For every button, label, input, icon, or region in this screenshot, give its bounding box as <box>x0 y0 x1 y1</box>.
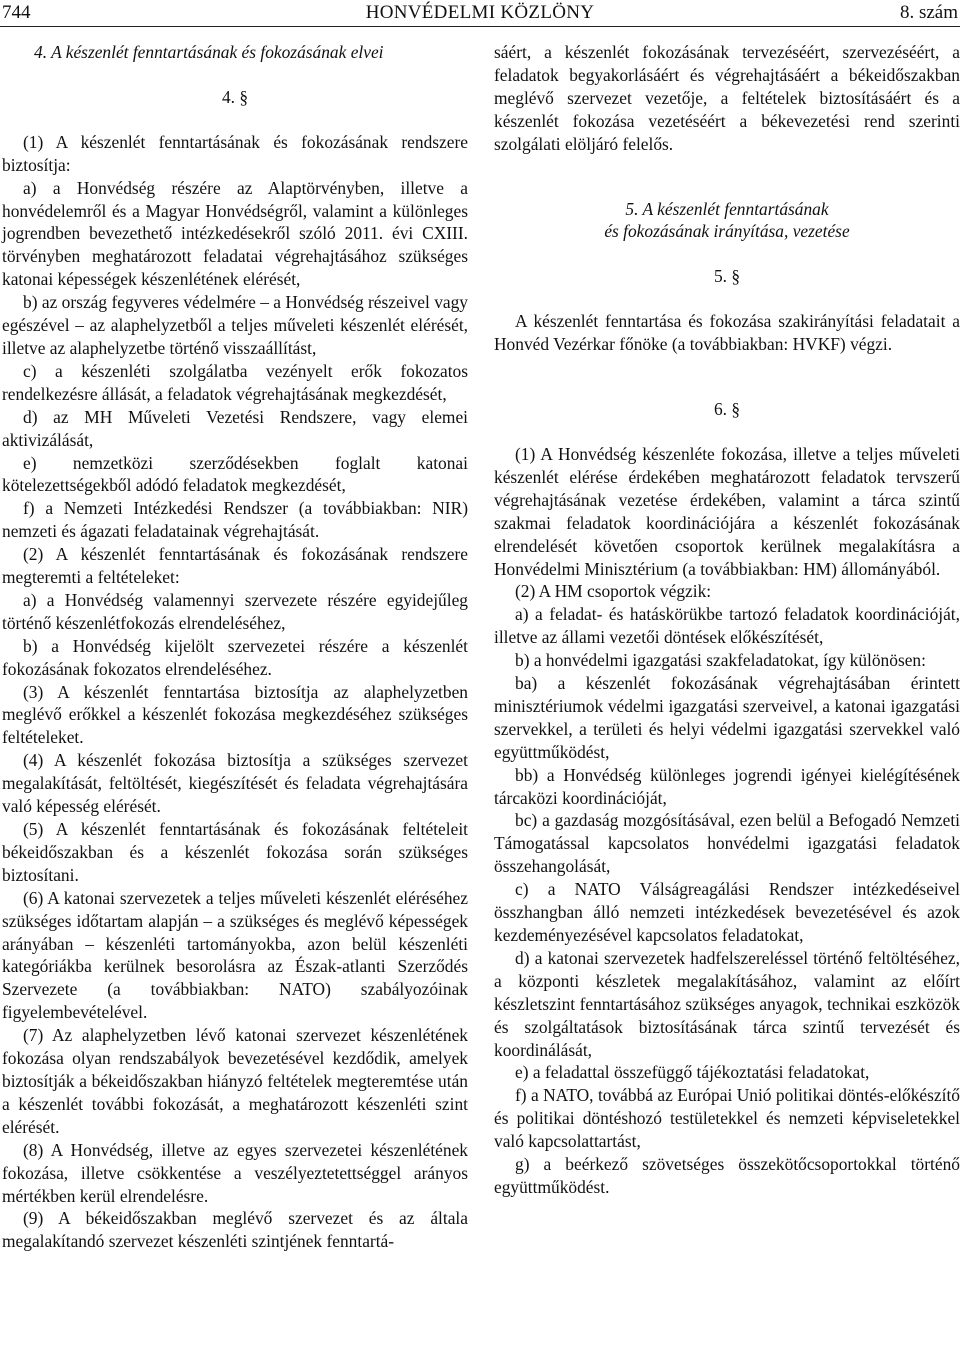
paragraph: (5) A készenlét fenntartásának és fokozásának feltételeit békeidőszakban és a készenlét fokozása során szükséges biztosítani. <box>2 819 468 885</box>
paragraph: b) az ország fegyveres védelmére – a Honvédség részeivel vagy egészével – az alaphelyzetből a teljes műveleti készenlét elérését, illetve az alaphelyzetbe történő visszaállítást, <box>2 292 468 358</box>
chapter-title: 5. A készenlét fenntartásának <box>625 198 829 219</box>
paragraph: d) a katonai szervezetek hadfelszereléssel történő feltöltéséhez, a központi készletek megalakításához, valamint az előírt készletszint fenntartásához szükséges anyagok, technikai eszközök és szolgáltatások biztosításának tárca szintű tervezését és koordinálását, <box>494 947 960 1060</box>
paragraph: e) nemzetközi szerződésekben foglalt katonai kötelezettségekből adódó feladatok megkezdését, <box>2 452 468 496</box>
right-column <box>494 41 960 1199</box>
paragraph: e) a feladattal összefüggő tájékoztatási feladatokat, <box>515 1062 870 1083</box>
section-heading: 6. § <box>713 399 741 420</box>
paragraph: g) a beérkező szövetséges összekötőcsoportokkal történő együttműködést. <box>494 1154 960 1197</box>
paragraph: d) az MH Műveleti Vezetési Rendszere, vagy elemei aktivizálását, <box>2 406 468 450</box>
paragraph-continuation: sáért, a készenlét fokozásának tervezéséért, szervezéséért, a feladatok begyakorlásáért és végrehajtásáért a békeidőszakban meglévő szervezet vezetője, a feltételek biztosításáért és a készenlét fokozása vezetéséért a békevezetési rend szerinti szolgálati elöljáró felelős. <box>494 42 960 154</box>
paragraph: b) a Honvédség kijelölt szervezetei részére a készenlét fokozásának fokozatos elrendeléséhez. <box>2 635 468 679</box>
paragraph: (9) A békeidőszakban meglévő szervezet és az általa megalakítandó szervezet készenléti szintjének fenntartá- <box>2 1208 468 1252</box>
paragraph: bc) a gazdaság mozgósításával, ezen belül a Befogadó Nemzeti Támogatással kapcsolatos honvédelmi igazgatási feladatok összehangolását, <box>494 810 960 877</box>
paragraph: (8) A Honvédség, illetve az egyes szervezetei készenlétének fokozása, illetve csökkentése a veszélyeztetettséggel arányos mértékben kerül elrendelésre. <box>2 1139 468 1206</box>
paragraph: f) a Nemzeti Intézkedési Rendszer (a továbbiakban: NIR) nemzeti és ágazati feladatainak végrehajtását. <box>2 498 468 542</box>
paragraph: (6) A katonai szervezetek a teljes műveleti készenlét eléréséhez szükséges időtartam alapján – a szükséges és meglévő képességek arányában – készenléti tartományokba, azon belül készenléti kategóriákba kerülnek besorolásra az Észak-atlanti Szerződés Szervezete (a továbbiakban: NATO) szabályozóinak figyelembevételével. <box>2 887 468 1023</box>
paragraph: (1) A készenlét fenntartásának és fokozásának rendszere biztosítja: <box>2 131 468 175</box>
page-header <box>0 0 960 27</box>
paragraph: a) a Honvédség valamennyi szervezete részére egyidejűleg történő készenlétfokozás elrendeléséhez, <box>2 589 468 633</box>
paragraph: c) a NATO Válságreagálási Rendszer intézkedéseivel összhangban álló nemzeti intézkedések bevezetésével és azok kezdeményezésével kapcsolatos feladatokat, <box>494 879 960 945</box>
paragraph: A készenlét fenntartása és fokozása szakirányítási feladatait a Honvéd Vezérkar főnöke (a továbbiakban: HVKF) végzi. <box>494 311 960 355</box>
section-heading: 5. § <box>713 266 741 287</box>
chapter-title: 4. A készenlét fenntartásának és fokozásának elvei <box>34 42 384 62</box>
issue-number: 8. szám <box>899 2 958 23</box>
left-column <box>2 41 468 1253</box>
paragraph: (2) A készenlét fenntartásának és fokozásának rendszere megteremti a feltételeket: <box>2 544 468 588</box>
paragraph: bb) a Honvédség különleges jogrendi igényei kielégítésének tárcaközi koordinációját, <box>494 764 960 808</box>
paragraph: b) a honvédelmi igazgatási szakfeladatokat, így különösen: <box>515 650 926 671</box>
paragraph: (7) Az alaphelyzetben lévő katonai szervezet készenlétének fokozása olyan rendszabályok bevezetésével kezdődik, amelyek biztosítják a békeidőszakban hiányzó feltételek megteremtése után a készenlét további fokozását, a meghatározott készenléti szint elérését. <box>2 1025 468 1137</box>
paragraph: (3) A készenlét fenntartása biztosítja az alaphelyzetben meglévő erőkkel a készenlét fokozása megkezdéséhez szükséges feltételeket. <box>2 681 468 748</box>
paragraph: f) a NATO, továbbá az Európai Unió politikai döntés-előkészítő és politikai döntéshozó testületekkel és nemzeti képviseletekkel való kapcsolattartást, <box>494 1085 960 1152</box>
paragraph: ba) a készenlét fokozásának végrehajtásában érintett minisztériumok védelmi igazgatási szerveivel, a katonai igazgatási szervekkel, a területi és helyi védelmi igazgatási szervekkel való együttműködést, <box>494 673 960 762</box>
paragraph: (4) A készenlét fokozása biztosítja a szükséges szervezet megalakítását, feltöltését, kiegészítését és feladata végrehajtására való képesség elérését. <box>2 750 468 817</box>
chapter-title: és fokozásának irányítása, vezetése <box>604 221 850 242</box>
paragraph: a) a Honvédség részére az Alaptörvényben, illetve a honvédelemről és a Magyar Honvédségről, valamint a különleges jogrendben bevezethető intézkedésekről szóló 2011. évi CXIII. törvényben meghatározott feladatai végrehajtásához szükséges katonai képességek készenlétének elérését, <box>2 177 468 290</box>
paragraph: (2) A HM csoportok végzik: <box>515 581 712 602</box>
paragraph: (1) A Honvédség készenléte fokozása, illetve a teljes műveleti készenlét elérése érdekében meghatározott feladatok tervszerű végrehajtásának vezetése érdekében, valamint a tárca szintű szakmai feladatok koordinációjára a készenlét fokozásának elrendelését követően csoportok kerülnek megalakításra a Honvédelmi Minisztérium (a továbbiakban: HM) állományából. <box>494 443 960 579</box>
section-heading: 4. § <box>221 86 249 107</box>
journal-title: HONVÉDELMI KÖZLÖNY <box>365 2 595 23</box>
page-number: 744 <box>2 2 31 23</box>
paragraph: c) a készenléti szolgálatba vezényelt erők fokozatos rendelkezésre állását, a feladatok végrehajtásának megkezdését, <box>2 360 468 404</box>
paragraph: a) a feladat- és hatáskörükbe tartozó feladatok koordinációját, illetve az állami vezetői döntések előkészítését, <box>494 604 960 648</box>
